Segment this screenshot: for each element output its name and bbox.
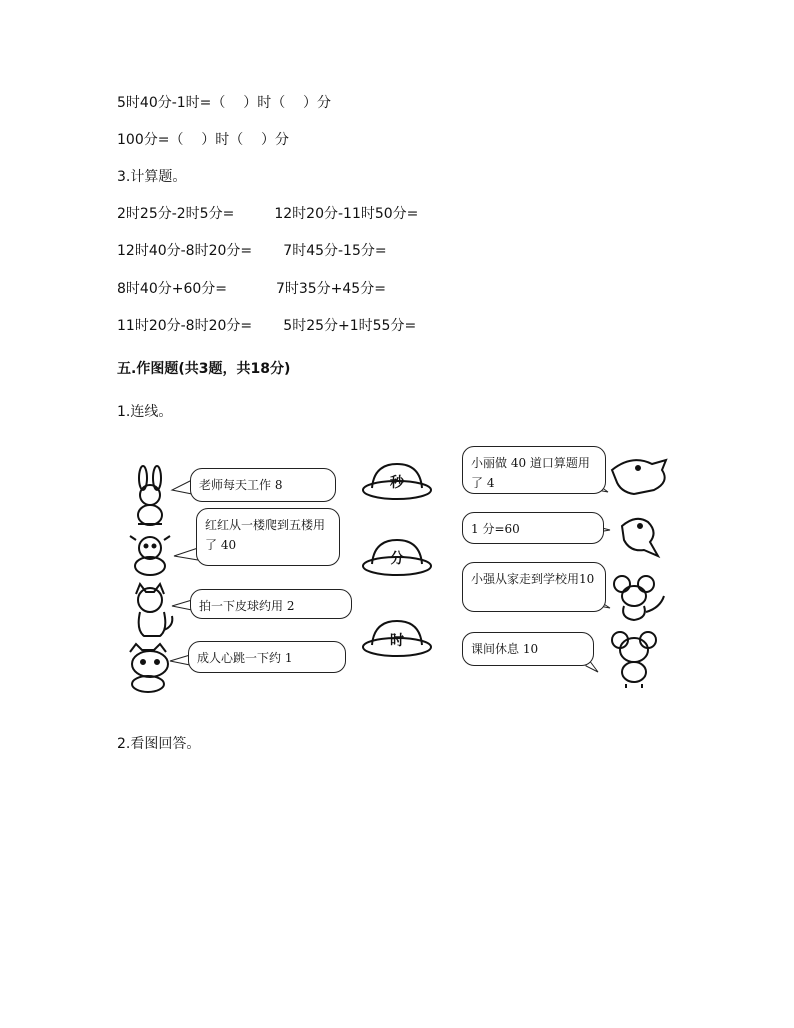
line-1: 5时40分-1时=（ ）时（ ）分 — [117, 95, 332, 111]
hat-label-minute: 分 — [390, 551, 404, 567]
raccoon-icon — [130, 644, 168, 692]
rabbit-icon — [138, 466, 162, 525]
hat-label-hour: 时 — [390, 633, 404, 649]
dragon-icon — [612, 460, 666, 494]
right-bubble-4-text: 课间休息 10 — [471, 642, 539, 656]
koala-icon — [612, 632, 656, 688]
section-5-title: 五.作图题(共3题，共18分) — [117, 361, 291, 377]
right-bubble-3[interactable] — [462, 562, 606, 612]
left-bubble-4-text: 成人心跳一下约 1 — [197, 651, 293, 665]
left-bubble-3[interactable] — [190, 589, 352, 619]
cat-icon — [136, 584, 172, 636]
left-bubble-3-text: 拍一下皮球约用 2 — [199, 599, 295, 613]
mouse-icon — [614, 576, 664, 620]
calc-row-3: 8时40分+60分= 7时35分+45分= — [117, 281, 386, 297]
left-bubble-1[interactable] — [190, 468, 336, 502]
question-2: 2.看图回答。 — [117, 736, 201, 752]
calc-row-4: 11时20分-8时20分= 5时25分+1时55分= — [117, 318, 417, 334]
calc-row-1: 2时25分-2时5分= 12时20分-11时50分= — [117, 206, 419, 222]
cow-icon — [130, 536, 170, 575]
line-2: 100分=（ ）时（ ）分 — [117, 132, 290, 148]
bird-icon — [622, 519, 658, 556]
line-3: 3.计算题。 — [117, 169, 187, 185]
left-bubble-4[interactable] — [188, 641, 346, 673]
right-bubble-2[interactable] — [462, 512, 604, 544]
hat-label-second: 秒 — [390, 475, 404, 491]
left-bubble-1-text: 老师每天工作 8 — [199, 478, 283, 492]
left-bubble-2-text: 红红从一楼爬到五楼用了 40 — [205, 518, 326, 552]
right-bubble-1-text: 小丽做 40 道口算题用了 4 — [471, 456, 590, 490]
question-1: 1.连线。 — [117, 404, 173, 420]
right-bubble-1[interactable] — [462, 446, 606, 494]
right-bubble-3-text: 小强从家走到学校用10 — [471, 572, 595, 586]
calc-row-2: 12时40分-8时20分= 7时45分-15分= — [117, 243, 387, 259]
right-bubble-4[interactable] — [462, 632, 594, 666]
left-bubble-2[interactable] — [196, 508, 340, 566]
right-bubble-2-text: 1 分=60 — [471, 522, 520, 536]
